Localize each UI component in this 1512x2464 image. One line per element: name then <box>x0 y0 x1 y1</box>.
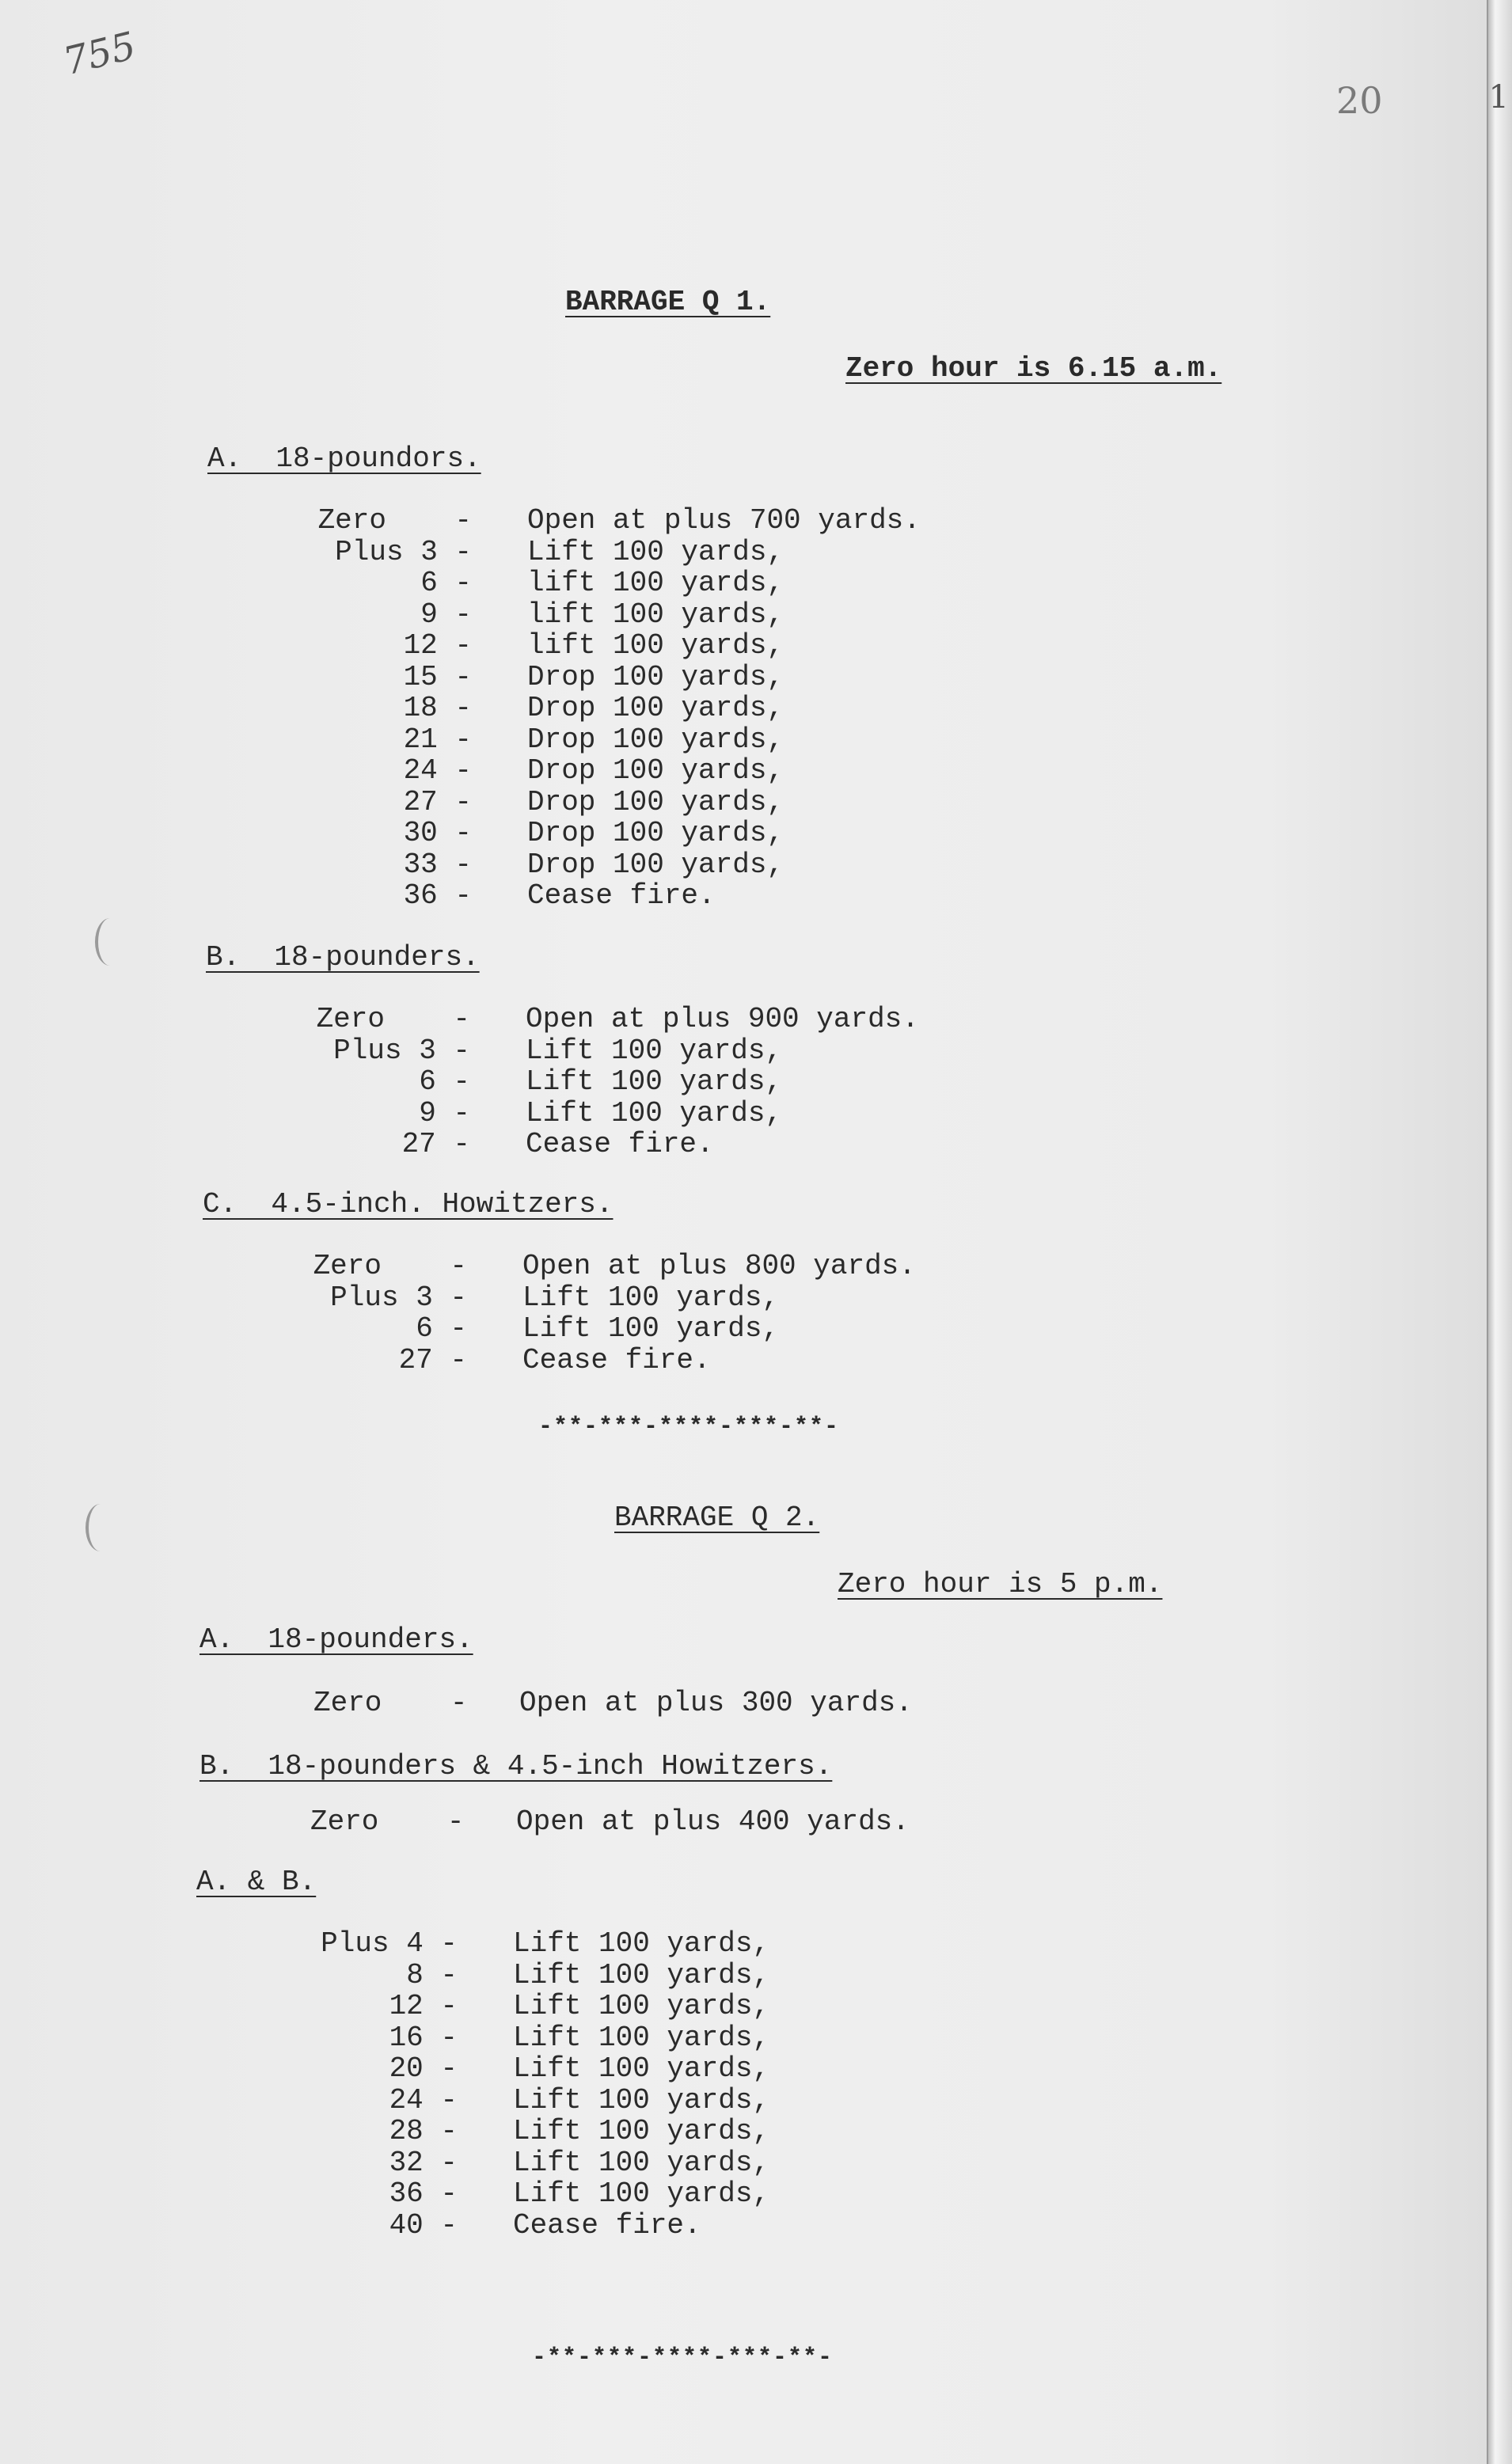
q2-section-b-time: Zero - <box>310 1805 465 1838</box>
q2-section-a-action: Open at plus 300 yards. <box>519 1687 913 1719</box>
time-cell: Plus 3 - <box>333 1034 470 1067</box>
time-cell: 6 - <box>419 1065 470 1098</box>
action-cell: Drop 100 yards, <box>527 723 784 756</box>
time-cell: 6 - <box>420 567 472 599</box>
time-cell: 24 - <box>403 754 472 787</box>
action-cell: lift 100 yards, <box>527 598 784 631</box>
time-cell: Plus 4 - <box>321 1927 458 1960</box>
q2-section-a-heading: A. 18-pounders. <box>199 1623 473 1656</box>
action-cell: Lift 100 yards, <box>526 1096 783 1129</box>
action-cell: Drop 100 yards, <box>527 848 784 881</box>
action-cell: Lift 100 yards, <box>513 2146 770 2179</box>
action-cell: Lift 100 yards, <box>526 1034 783 1067</box>
time-cell: Zero - <box>317 504 472 537</box>
time-cell: 12 - <box>403 629 472 662</box>
action-cell: Lift 100 yards, <box>513 2021 770 2054</box>
time-cell: 12 - <box>389 1990 458 2022</box>
time-cell: 30 - <box>403 817 472 849</box>
action-cell: Lift 100 yards, <box>513 2177 770 2210</box>
punch-hole-mark <box>95 918 125 966</box>
time-cell: 33 - <box>403 848 472 881</box>
section-separator: -**-***-****-***-**- <box>532 2344 834 2371</box>
time-cell: 27 - <box>401 1128 470 1160</box>
time-cell: 27 - <box>403 785 472 818</box>
time-cell: 18 - <box>403 692 472 724</box>
q1-zero-hour: Zero hour is 6.15 a.m. <box>845 352 1222 385</box>
action-cell: lift 100 yards, <box>527 567 784 599</box>
action-cell: Open at plus 800 yards. <box>522 1250 916 1282</box>
action-cell: Lift 100 yards, <box>526 1065 783 1098</box>
time-cell: 9 - <box>419 1096 470 1129</box>
time-cell: Zero - <box>313 1250 467 1282</box>
action-cell: Lift 100 yards, <box>513 1958 770 1991</box>
action-cell: Lift 100 yards, <box>522 1281 780 1314</box>
time-cell: 24 - <box>389 2083 458 2117</box>
adjacent-page-number: 1 <box>1488 79 1509 116</box>
punch-hole-mark <box>85 1504 116 1551</box>
time-cell: 6 - <box>416 1312 467 1345</box>
handwritten-folio-number: 755 <box>59 23 141 85</box>
q2-section-b-action: Open at plus 400 yards. <box>516 1805 910 1838</box>
action-cell: Lift 100 yards, <box>513 2083 770 2117</box>
q1-section-b-heading: B. 18-pounders. <box>206 941 480 974</box>
action-cell: Lift 100 yards, <box>513 1990 770 2022</box>
action-cell: Drop 100 yards, <box>527 754 784 787</box>
time-cell: 32 - <box>389 2146 458 2179</box>
action-cell: Cease fire. <box>522 1343 711 1376</box>
q1-section-c-heading: C. 4.5-inch. Howitzers. <box>203 1188 614 1221</box>
action-cell: Open at plus 700 yards. <box>527 504 921 537</box>
action-cell: Lift 100 yards, <box>522 1312 780 1345</box>
q2-section-a-time: Zero - <box>313 1687 468 1719</box>
action-cell: Lift 100 yards, <box>513 1927 770 1960</box>
time-cell: 40 - <box>389 2208 458 2242</box>
q1-section-a-heading: A. 18-poundors. <box>207 442 481 475</box>
action-cell: Drop 100 yards, <box>527 817 784 849</box>
action-cell: Lift 100 yards, <box>513 2052 770 2085</box>
action-cell: Cease fire. <box>527 879 716 912</box>
q2-section-b-heading: B. 18-pounders & 4.5-inch Howitzers. <box>199 1750 833 1783</box>
time-cell: 36 - <box>389 2177 458 2210</box>
action-cell: Open at plus 900 yards. <box>526 1003 919 1035</box>
q2-section-ab-heading: A. & B. <box>196 1866 317 1898</box>
time-cell: Plus 3 - <box>335 535 472 568</box>
action-cell: Cease fire. <box>526 1128 714 1160</box>
action-cell: Lift 100 yards, <box>513 2115 770 2147</box>
time-cell: 21 - <box>403 723 472 756</box>
time-cell: 27 - <box>398 1343 467 1376</box>
time-cell: 8 - <box>406 1958 458 1991</box>
page-number: 20 <box>1336 79 1383 122</box>
action-cell: Cease fire. <box>513 2208 701 2242</box>
time-cell: 9 - <box>420 598 472 631</box>
action-cell: Drop 100 yards, <box>527 692 784 724</box>
q1-title: BARRAGE Q 1. <box>565 286 771 318</box>
time-cell: Zero - <box>316 1003 470 1035</box>
time-cell: 36 - <box>403 879 472 912</box>
q2-title: BARRAGE Q 2. <box>614 1502 820 1534</box>
action-cell: lift 100 yards, <box>527 629 784 662</box>
action-cell: Drop 100 yards, <box>527 660 784 693</box>
action-cell: Lift 100 yards, <box>527 535 784 568</box>
time-cell: 15 - <box>403 660 472 693</box>
time-cell: Plus 3 - <box>330 1281 467 1314</box>
time-cell: 28 - <box>389 2115 458 2147</box>
section-separator: -**-***-****-***-**- <box>538 1414 840 1441</box>
action-cell: Drop 100 yards, <box>527 785 784 818</box>
time-cell: 16 - <box>389 2021 458 2054</box>
q2-zero-hour: Zero hour is 5 p.m. <box>838 1568 1163 1600</box>
adjacent-page-edge <box>1487 0 1512 2464</box>
time-cell: 20 - <box>389 2052 458 2085</box>
